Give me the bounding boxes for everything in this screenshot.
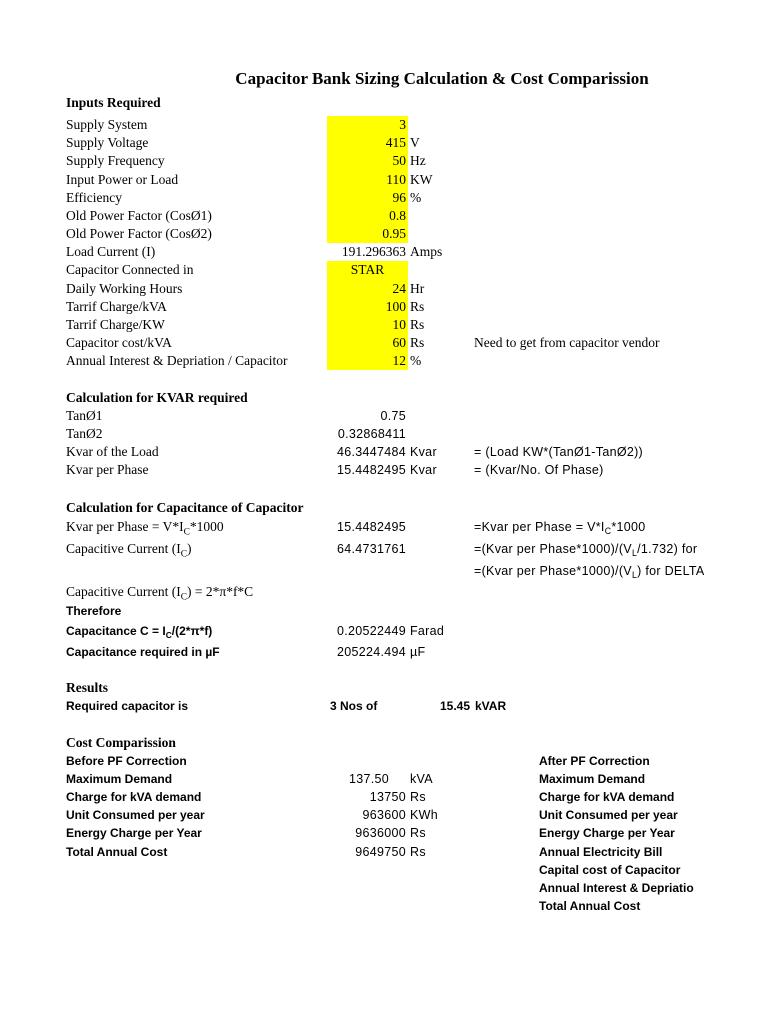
- capacitive-current-label: [66, 540, 192, 558]
- label-text: /(2*π*f): [171, 624, 213, 638]
- input-value: 10: [392, 317, 406, 332]
- before-unit: KWh: [410, 808, 438, 822]
- kvar-label: Kvar per Phase: [66, 462, 149, 477]
- input-label: Capacitor cost/kVA: [66, 335, 172, 350]
- kvar-value: 15.4482495: [336, 463, 406, 477]
- formula-note-delta: [474, 562, 705, 580]
- capacitance-row: [0, 562, 705, 581]
- input-row: [0, 298, 690, 316]
- formula-note: = (Load KW*(TanØ1-TanØ2)): [474, 445, 644, 459]
- before-label: Total Annual Cost: [66, 845, 168, 859]
- input-unit: V: [410, 135, 420, 150]
- input-value: 100: [385, 299, 406, 314]
- cost-heading-row: [0, 734, 690, 752]
- note-text: *1000: [611, 520, 646, 534]
- note-text: =Kvar per Phase = V*I: [474, 520, 605, 534]
- subscript: C: [165, 629, 172, 640]
- capacitance-row: [0, 583, 690, 601]
- kvar-row: [0, 407, 690, 425]
- before-unit: Rs: [410, 790, 426, 804]
- input-row: [0, 334, 690, 352]
- input-unit: %: [410, 353, 422, 368]
- cost-subheading-row: [0, 752, 690, 770]
- formula-note: = (Kvar/No. Of Phase): [474, 463, 604, 477]
- capacitance-uf-label: Capacitance required in µF: [66, 645, 220, 659]
- cost-row: [0, 788, 690, 806]
- before-value: 137.50: [348, 772, 389, 786]
- capacitance-heading-row: [0, 499, 690, 517]
- kvar-per-phase-formula-label: [66, 518, 224, 536]
- input-label: Tarrif Charge/kVA: [66, 299, 167, 314]
- kvar-row: [0, 461, 690, 479]
- input-label: Input Power or Load: [66, 172, 179, 187]
- kvar-label: Kvar of the Load: [66, 444, 159, 459]
- capacitance-uf-value: 205224.494: [336, 645, 406, 659]
- capacitance-row: [0, 622, 690, 640]
- input-row: [0, 280, 690, 298]
- capacitor-kvar-value: 15.45: [439, 699, 470, 713]
- kvar-value: 46.3447484: [336, 445, 406, 459]
- input-row: [0, 207, 690, 225]
- after-label: Unit Consumed per year: [539, 808, 678, 822]
- kvar-unit: Kvar: [410, 463, 437, 477]
- inputs-heading-row: [0, 94, 690, 112]
- vendor-note: Need to get from capacitor vendor: [474, 335, 660, 350]
- input-label: Tarrif Charge/KW: [66, 317, 165, 332]
- input-label: Daily Working Hours: [66, 281, 183, 296]
- input-value: 3: [399, 117, 406, 132]
- input-label: Supply Frequency: [66, 153, 165, 168]
- section-heading-capacitance: Calculation for Capacitance of Capacitor: [66, 500, 304, 515]
- formula-note: [474, 518, 646, 536]
- subscript: L: [631, 570, 638, 581]
- input-row: [0, 243, 690, 261]
- cost-row: [0, 897, 690, 915]
- label-text: Capacitance C = I: [66, 624, 166, 638]
- subscript: C: [180, 549, 188, 560]
- capacitance-farad-value: 0.20522449: [336, 624, 406, 638]
- input-unit: KW: [410, 172, 433, 187]
- after-label: Total Annual Cost: [539, 899, 641, 913]
- before-pf-heading: Before PF Correction: [66, 754, 187, 768]
- before-unit: Rs: [410, 845, 426, 859]
- before-value: 963600: [362, 808, 406, 822]
- input-label: Supply Voltage: [66, 135, 149, 150]
- kvar-heading-row: [0, 389, 690, 407]
- input-row: [0, 225, 690, 243]
- cost-row: [0, 770, 690, 788]
- note-text: /1.732) for: [637, 542, 698, 556]
- after-label: Annual Electricity Bill: [539, 845, 663, 859]
- therefore-label: Therefore: [66, 604, 122, 618]
- after-label: Energy Charge per Year: [539, 826, 675, 840]
- input-value: 12: [392, 353, 406, 368]
- capacitive-current-value: 64.4731761: [336, 542, 406, 556]
- note-text: ) for DELTA: [637, 564, 705, 578]
- results-row: [0, 697, 690, 715]
- input-value: 60: [392, 335, 406, 350]
- capacitance-row: [0, 643, 690, 661]
- input-label: Efficiency: [66, 190, 122, 205]
- input-row: [0, 152, 690, 170]
- capacitance-row: [0, 602, 690, 620]
- subscript: C: [604, 526, 612, 537]
- capacitance-row: [0, 540, 698, 560]
- input-label: Old Power Factor (CosØ1): [66, 208, 212, 223]
- after-label: Charge for kVA demand: [539, 790, 675, 804]
- after-label: Capital cost of Capacitor: [539, 863, 681, 877]
- input-unit: Rs: [410, 317, 425, 332]
- label-text: *1000: [189, 519, 224, 534]
- before-label: Energy Charge per Year: [66, 826, 202, 840]
- results-heading-row: [0, 679, 690, 697]
- kvar-label: TanØ2: [66, 426, 103, 441]
- note-text: =(Kvar per Phase*1000)/(V: [474, 542, 632, 556]
- after-label: Maximum Demand: [539, 772, 646, 786]
- input-value: 0.95: [382, 226, 406, 241]
- input-value: 24: [392, 281, 406, 296]
- cost-row: [0, 861, 690, 879]
- subscript: C: [183, 527, 190, 538]
- input-label: Annual Interest & Depriation / Capacitor: [66, 353, 288, 368]
- input-unit: Amps: [410, 244, 443, 259]
- input-label: Supply System: [66, 117, 148, 132]
- kvar-label: TanØ1: [66, 408, 103, 423]
- before-label: Unit Consumed per year: [66, 808, 205, 822]
- formula-note-star: [474, 540, 697, 558]
- note-text: =(Kvar per Phase*1000)/(V: [474, 564, 632, 578]
- before-value: 9636000: [355, 826, 406, 840]
- input-label: Old Power Factor (CosØ2): [66, 226, 212, 241]
- computed-value: 191.296363: [341, 244, 406, 259]
- input-row: [0, 352, 690, 370]
- input-value: 110: [386, 172, 406, 187]
- kvar-per-phase-value: 15.4482495: [336, 520, 406, 534]
- after-pf-heading: After PF Correction: [539, 754, 650, 768]
- input-label: Load Current (I): [66, 244, 156, 259]
- capacitance-formula-label: [66, 622, 212, 640]
- before-value: 13750: [369, 790, 406, 804]
- cost-row: [0, 879, 694, 897]
- kvar-value: 0.75: [380, 409, 406, 423]
- label-text: ) = 2*π*f*C: [187, 584, 254, 599]
- before-unit: Rs: [410, 826, 426, 840]
- input-unit: Rs: [410, 335, 425, 350]
- input-label: Capacitor Connected in: [66, 262, 194, 277]
- capacitance-row: [0, 518, 690, 536]
- cost-row: [0, 843, 690, 861]
- before-value: 9649750: [355, 845, 406, 859]
- label-text: ): [187, 541, 192, 556]
- input-row: [0, 116, 690, 134]
- section-heading-inputs: Inputs Required: [66, 95, 161, 110]
- subscript: C: [180, 592, 188, 603]
- cost-row: [0, 824, 690, 842]
- input-unit: Hr: [410, 281, 425, 296]
- input-value: STAR: [350, 262, 385, 277]
- section-heading-results: Results: [66, 680, 109, 695]
- before-label: Charge for kVA demand: [66, 790, 202, 804]
- section-heading-cost: Cost Comparission: [66, 735, 176, 750]
- input-value: 96: [392, 190, 406, 205]
- cost-row: [0, 806, 690, 824]
- section-heading-kvar: Calculation for KVAR required: [66, 390, 248, 405]
- capacitor-kvar-unit: kVAR: [475, 699, 507, 713]
- before-label: Maximum Demand: [66, 772, 173, 786]
- label-text: Capacitive Current (I: [66, 541, 181, 556]
- input-unit: Hz: [410, 153, 426, 168]
- required-capacitor-label: Required capacitor is: [66, 699, 189, 713]
- input-value: 0.8: [389, 208, 406, 223]
- kvar-row: [0, 443, 690, 461]
- capacitance-farad-unit: Farad: [410, 624, 445, 638]
- input-unit: Rs: [410, 299, 425, 314]
- input-row: [0, 261, 690, 279]
- input-row: [0, 189, 690, 207]
- label-text: Capacitive Current (I: [66, 584, 181, 599]
- kvar-unit: Kvar: [410, 445, 437, 459]
- kvar-value: 0.32868411: [337, 427, 406, 441]
- subscript: L: [631, 548, 638, 559]
- input-row: [0, 134, 690, 152]
- input-value: 415: [385, 135, 406, 150]
- capacitive-current-formula: [66, 583, 253, 601]
- input-row: [0, 171, 690, 189]
- kvar-row: [0, 425, 690, 443]
- capacitor-count: 3 Nos of: [330, 699, 378, 713]
- page-title: Capacitor Bank Sizing Calculation & Cost Comparission: [235, 69, 649, 88]
- before-unit: kVA: [410, 772, 433, 786]
- capacitance-uf-unit: µF: [410, 645, 426, 659]
- label-text: Kvar per Phase = V*I: [66, 519, 184, 534]
- input-unit: %: [410, 190, 422, 205]
- input-row: [0, 316, 690, 334]
- input-value: 50: [392, 153, 406, 168]
- after-label: Annual Interest & Depriatio: [539, 881, 694, 895]
